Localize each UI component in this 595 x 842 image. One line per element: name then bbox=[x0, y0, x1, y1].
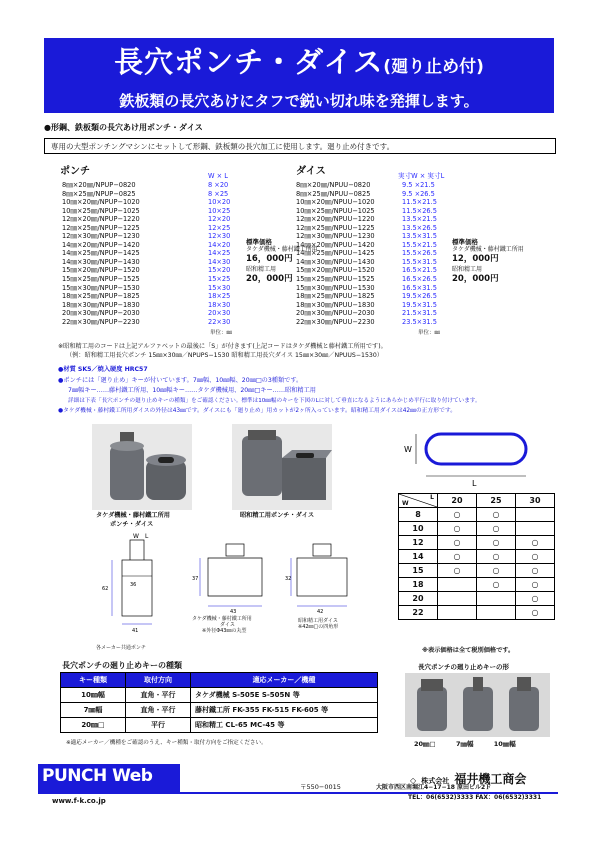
key-maker: 昭和精工 CL-65 MC-45 等 bbox=[191, 718, 378, 733]
grid-cell: ○ bbox=[438, 550, 477, 564]
footer-tel: TEL：06(6532)3333 FAX：06(6532)3331 bbox=[408, 794, 542, 801]
key-type: 10㎜幅 bbox=[61, 688, 126, 703]
grid-cell bbox=[438, 606, 477, 620]
key-table-heading: 長穴ポンチの廻り止めキーの種類 bbox=[62, 661, 182, 670]
grid-row-label: 12 bbox=[399, 536, 438, 550]
grid-row-label: 20 bbox=[399, 592, 438, 606]
punch-dim-row: 20×30 bbox=[208, 309, 231, 318]
key-direction: 平行 bbox=[126, 718, 191, 733]
grid-col-30: 30 bbox=[516, 494, 555, 508]
punch-code-row: 15㎜×20㎜/NPUP−1520 bbox=[62, 266, 140, 275]
svg-text:32: 32 bbox=[285, 576, 292, 582]
grid-cell: ○ bbox=[477, 564, 516, 578]
die-dim-row: 13.5×31.5 bbox=[402, 232, 437, 241]
die-price-block bbox=[452, 238, 524, 284]
die-dim-list bbox=[402, 181, 437, 326]
photo2-caption: 昭和精工用ポンチ・ダイス bbox=[240, 512, 315, 519]
punch-code-row: 12㎜×25㎜/NPUP−1225 bbox=[62, 223, 140, 232]
key-label-20: 20㎜□ bbox=[414, 740, 436, 748]
note-key-types: 7㎜幅キー……藤村鐵工所用、10㎜幅キー……タケダ機械用、20㎜□キー……昭和精工用 bbox=[68, 387, 316, 394]
key-direction: 直角・平行 bbox=[126, 688, 191, 703]
grid-cell bbox=[438, 578, 477, 592]
key-direction: 直角・平行 bbox=[126, 703, 191, 718]
die-code-row: 12㎜×20㎜/NPUU−1220 bbox=[296, 215, 375, 224]
punch-code-row: 18㎜×30㎜/NPUP−1830 bbox=[62, 300, 140, 309]
takeda-die-caption-3: ※外径Φ43㎜の丸型 bbox=[202, 628, 247, 634]
die-code-row: 15㎜×20㎜/NPUU−1520 bbox=[296, 266, 375, 275]
die-dim-row: 9.5 ×26.5 bbox=[402, 189, 435, 198]
punch-code-row: 15㎜×25㎜/NPUP−1525 bbox=[62, 275, 140, 284]
die-maker2: 昭和精工用 bbox=[452, 266, 483, 273]
punch-code-row: 8㎜×25㎜/NPUP−0825 bbox=[62, 189, 136, 198]
die-code-row: 12㎜×25㎜/NPUU−1225 bbox=[296, 223, 375, 232]
key-label-10: 10㎜幅 bbox=[493, 740, 516, 748]
punch-dim-row: 14×20 bbox=[208, 240, 231, 249]
punch-dim-row: 10×25 bbox=[208, 206, 231, 215]
note-key-detail: 詳細は下表「長穴ポンチの廻り止めキーの種類」をご確認ください。標準は10㎜幅のキーを下図のLに対して垂直になるようにあらかじめ平行に取り付けています。 bbox=[68, 398, 481, 404]
showa-die-drawing bbox=[285, 540, 365, 615]
grid-cell: ○ bbox=[516, 550, 555, 564]
punch-drawing bbox=[92, 530, 182, 645]
grid-cell: ○ bbox=[516, 536, 555, 550]
die-code-row: 22㎜×30㎜/NPUU−2230 bbox=[296, 317, 375, 326]
punch-dim-row: 15×20 bbox=[208, 266, 231, 275]
takeda-die-caption bbox=[192, 616, 252, 634]
punch-dim-row: 15×30 bbox=[208, 283, 231, 292]
note-key: ●ポンチには「廻り止め」キーが付いています。7㎜幅、10㎜幅、20㎜□の3種類です。 bbox=[58, 377, 303, 384]
takeda-die-drawing bbox=[190, 540, 280, 615]
die-dim-row: 16.5×21.5 bbox=[402, 266, 437, 275]
grid-cell: ○ bbox=[438, 536, 477, 550]
die-heading: ダイス bbox=[296, 166, 326, 177]
die-code-row: 8㎜×25㎜/NPUU−0825 bbox=[296, 189, 371, 198]
svg-text:36: 36 bbox=[130, 582, 137, 588]
die-dim-row: 15.5×31.5 bbox=[402, 257, 437, 266]
punch-dim-row: 12×30 bbox=[208, 232, 231, 241]
punch-code-row: 12㎜×20㎜/NPUP−1220 bbox=[62, 215, 140, 224]
footer-postal: 〒550−0015 bbox=[300, 783, 341, 791]
svg-text:37: 37 bbox=[192, 576, 199, 582]
punch-dim-row: 18×25 bbox=[208, 292, 231, 301]
page-subtitle: 鉄板類の長穴あけにタフで鋭い切れ味を発揮します。 bbox=[44, 90, 554, 113]
punch-code-row: 10㎜×25㎜/NPUP−1025 bbox=[62, 206, 140, 215]
grid-w-label: W bbox=[402, 500, 409, 507]
grid-cell: ○ bbox=[477, 578, 516, 592]
company-logo-mark: ◇ bbox=[410, 776, 417, 785]
die-price1: 12，000円 bbox=[452, 254, 499, 264]
grid-col-20: 20 bbox=[438, 494, 477, 508]
punch-dim-row: 14×25 bbox=[208, 249, 231, 258]
punch-unit: 単位：㎜ bbox=[210, 330, 233, 336]
die-dim-row: 19.5×31.5 bbox=[402, 300, 437, 309]
availability-note: ※表示価格は全て税別価格です。 bbox=[422, 647, 515, 654]
die-dim-row: 16.5×31.5 bbox=[402, 283, 437, 292]
key-header-type: キー種類 bbox=[61, 673, 126, 688]
punch-code-row: 15㎜×30㎜/NPUP−1530 bbox=[62, 283, 140, 292]
punch-dim-row: 12×20 bbox=[208, 215, 231, 224]
showa-die-caption bbox=[298, 618, 338, 630]
die-price2: 20，000円 bbox=[452, 274, 499, 284]
note-material: ●材質 SK5／焼入硬度 HRC57 bbox=[58, 366, 148, 373]
die-dim-row: 11.5×26.5 bbox=[402, 206, 437, 215]
punch-code-row: 22㎜×30㎜/NPUP−2230 bbox=[62, 317, 140, 326]
punch-dim-list bbox=[208, 181, 230, 326]
grid-cell: ○ bbox=[516, 564, 555, 578]
note-code-suffix: ※昭和精工用のコードは上記アルファベットの最後に「S」が付きます(上記コードはタケダ機械と藤村鐵工所用です)。 bbox=[58, 343, 387, 350]
punch-code-row: 14㎜×25㎜/NPUP−1425 bbox=[62, 249, 140, 258]
grid-row-label: 15 bbox=[399, 564, 438, 578]
svg-text:41: 41 bbox=[132, 628, 139, 634]
key-maker: タケダ機械 S-505E S-505N 等 bbox=[191, 688, 378, 703]
die-code-list bbox=[296, 181, 375, 326]
key-header-direction: 取付方向 bbox=[126, 673, 191, 688]
grid-row-label: 14 bbox=[399, 550, 438, 564]
punch-code-list bbox=[62, 181, 140, 326]
die-dim-row: 15.5×21.5 bbox=[402, 240, 437, 249]
photo1-caption-line2: ポンチ・ダイス bbox=[110, 521, 154, 528]
grid-cell: ○ bbox=[516, 578, 555, 592]
punch-web-logo[interactable]: PUNCH Web bbox=[42, 766, 153, 786]
grid-cell bbox=[516, 508, 555, 522]
takeda-die-caption-2: ダイス bbox=[220, 622, 235, 628]
note-example: （例：昭和精工用長穴ポンチ 15㎜×30㎜／NPUPS−1530 昭和精工用長穴ダイス 15㎜×30㎜／NPUUS−1530） bbox=[66, 352, 383, 359]
slot-w-label: W bbox=[404, 445, 412, 454]
intro-box: 専用の大型ポンチングマシンにセットして形鋼、鉄板類の長穴加工に使用します。廻り止め付きです。 bbox=[44, 138, 556, 154]
punch-dim-row: 8 ×20 bbox=[208, 181, 229, 189]
key-types-photo bbox=[405, 673, 550, 737]
punch-price-label: 標準価格 bbox=[246, 238, 272, 246]
die-dim-row: 9.5 ×21.5 bbox=[402, 181, 435, 189]
note-die-diameter: ●タケダ機械・藤村鐵工所用ダイスの外径は43㎜です。ダイスにも「廻り止め」用カットが2ヶ所入っています。昭和精工用ダイスは42㎜の正方形です。 bbox=[58, 408, 457, 414]
die-dim-row: 21.5×31.5 bbox=[402, 309, 437, 318]
punch-dim-row: 14×30 bbox=[208, 257, 231, 266]
slot-l-label: L bbox=[472, 479, 477, 488]
die-code-row: 15㎜×25㎜/NPUU−1525 bbox=[296, 275, 375, 284]
grid-cell: ○ bbox=[516, 592, 555, 606]
svg-text:43: 43 bbox=[230, 609, 237, 615]
company-prefix: 株式会社 bbox=[421, 777, 450, 785]
grid-corner bbox=[399, 494, 438, 508]
grid-cell bbox=[516, 522, 555, 536]
key-type: 20㎜□ bbox=[61, 718, 126, 733]
punch-dim-row: 10×20 bbox=[208, 198, 231, 207]
showa-punch-die-photo bbox=[232, 424, 332, 510]
svg-text:W: W bbox=[133, 533, 139, 540]
showa-die-caption-1: 昭和精工用ダイス bbox=[298, 618, 338, 624]
punch-heading: ポンチ bbox=[60, 166, 90, 177]
die-dim-row: 19.5×26.5 bbox=[402, 292, 437, 301]
grid-cell: ○ bbox=[477, 522, 516, 536]
punch-dim-row: 15×25 bbox=[208, 275, 231, 284]
section-heading: ●形鋼、鉄板類の長穴あけ用ポンチ・ダイス bbox=[44, 123, 203, 132]
key-maker: 藤村鐵工所 FK-355 FK-515 FK-605 等 bbox=[191, 703, 378, 718]
die-dim-row: 16.5×26.5 bbox=[402, 275, 437, 284]
svg-text:62: 62 bbox=[102, 586, 109, 592]
showa-die-caption-2: ※42㎜□の四角形 bbox=[298, 624, 339, 630]
title-suffix: (廻り止め付) bbox=[383, 57, 484, 77]
page-title: 長穴ポンチ・ダイス(廻り止め付) bbox=[114, 45, 484, 79]
punch-code-row: 14㎜×30㎜/NPUP−1430 bbox=[62, 257, 140, 266]
die-code-row: 20㎜×30㎜/NPUU−2030 bbox=[296, 309, 375, 318]
key-photo-labels bbox=[414, 739, 516, 748]
grid-cell: ○ bbox=[477, 536, 516, 550]
punch-code-row: 20㎜×30㎜/NPUP−2030 bbox=[62, 309, 140, 318]
punch-dim-row: 8 ×25 bbox=[208, 189, 229, 198]
punch-dim-row: 18×30 bbox=[208, 300, 231, 309]
die-code-row: 14㎜×25㎜/NPUU−1425 bbox=[296, 249, 375, 258]
grid-cell: ○ bbox=[516, 606, 555, 620]
company-name: 福井機工商会 bbox=[454, 772, 527, 786]
footer-url[interactable]: www.f-k.co.jp bbox=[52, 797, 106, 805]
die-code-row: 14㎜×30㎜/NPUU−1430 bbox=[296, 257, 375, 266]
punch-code-row: 14㎜×20㎜/NPUP−1420 bbox=[62, 240, 140, 249]
punch-maker1: タケダ機械・藤村鐵工所用 bbox=[246, 246, 318, 253]
punch-drawing-caption: 各メーカー共通ポンチ bbox=[96, 645, 146, 651]
punch-code-row: 12㎜×30㎜/NPUP−1230 bbox=[62, 232, 140, 241]
die-code-row: 8㎜×20㎜/NPUU−0820 bbox=[296, 181, 371, 189]
punch-code-row: 18㎜×25㎜/NPUP−1825 bbox=[62, 292, 140, 301]
die-code-row: 14㎜×20㎜/NPUU−1420 bbox=[296, 240, 375, 249]
grid-cell bbox=[477, 592, 516, 606]
die-code-row: 12㎜×30㎜/NPUU−1230 bbox=[296, 232, 375, 241]
grid-l-label: L bbox=[430, 494, 434, 501]
punch-col-header: W × L bbox=[208, 172, 228, 180]
grid-cell: ○ bbox=[477, 550, 516, 564]
punch-dim-row: 22×30 bbox=[208, 317, 231, 326]
takeda-die-caption-1: タケダ機械・藤村鐵工所用 bbox=[192, 616, 252, 622]
key-table-note: ※適応メーカー／機種をご確認のうえ、キー種類・取付方向をご指定ください。 bbox=[66, 740, 267, 746]
die-dim-row: 13.5×26.5 bbox=[402, 223, 437, 232]
grid-row-label: 18 bbox=[399, 578, 438, 592]
svg-text:L: L bbox=[145, 533, 149, 540]
punch-code-row: 8㎜×20㎜/NPUP−0820 bbox=[62, 181, 136, 189]
punch-dim-row: 12×25 bbox=[208, 223, 231, 232]
die-unit: 単位：㎜ bbox=[418, 330, 441, 336]
die-code-row: 15㎜×30㎜/NPUU−1530 bbox=[296, 283, 375, 292]
key-photo-heading: 長穴ポンチの廻り止めキーの形 bbox=[418, 663, 509, 671]
die-code-row: 10㎜×20㎜/NPUU−1020 bbox=[296, 198, 375, 207]
key-header-maker: 適応メーカー／機種 bbox=[191, 673, 378, 688]
grid-cell bbox=[438, 592, 477, 606]
photo1-caption-line1: タケダ機械・藤村鐵工所用 bbox=[96, 512, 170, 519]
die-maker1: タケダ機械・藤村鐵工所用 bbox=[452, 246, 524, 253]
grid-cell: ○ bbox=[438, 508, 477, 522]
punch-price1: 16，000円 bbox=[246, 254, 293, 264]
grid-cell: ○ bbox=[477, 508, 516, 522]
die-code-row: 18㎜×30㎜/NPUU−1830 bbox=[296, 300, 375, 309]
die-dim-row: 11.5×21.5 bbox=[402, 198, 437, 207]
grid-row-label: 8 bbox=[399, 508, 438, 522]
slot-shape-diagram bbox=[398, 420, 548, 490]
key-label-7: 7㎜幅 bbox=[455, 740, 474, 748]
grid-col-25: 25 bbox=[477, 494, 516, 508]
grid-row-label: 22 bbox=[399, 606, 438, 620]
die-code-row: 18㎜×25㎜/NPUU−1825 bbox=[296, 292, 375, 301]
grid-row-label: 10 bbox=[399, 522, 438, 536]
grid-cell bbox=[477, 606, 516, 620]
punch-code-row: 10㎜×20㎜/NPUP−1020 bbox=[62, 198, 140, 207]
die-code-row: 10㎜×25㎜/NPUU−1025 bbox=[296, 206, 375, 215]
key-type: 7㎜幅 bbox=[61, 703, 126, 718]
grid-cell: ○ bbox=[438, 522, 477, 536]
die-col-header: 実寸W × 実寸L bbox=[398, 172, 445, 180]
die-dim-row: 23.5×31.5 bbox=[402, 317, 437, 326]
die-dim-row: 13.5×21.5 bbox=[402, 215, 437, 224]
die-dim-row: 15.5×26.5 bbox=[402, 249, 437, 258]
svg-text:42: 42 bbox=[317, 609, 324, 615]
availability-table bbox=[398, 493, 555, 620]
takeda-punch-die-photo bbox=[92, 424, 192, 510]
grid-cell: ○ bbox=[438, 564, 477, 578]
key-table bbox=[60, 672, 378, 733]
footer-address: 大阪市西区南堀江4−17−18 原田ビル2Ｆ bbox=[376, 784, 492, 791]
punch-price2: 20，000円 bbox=[246, 274, 293, 284]
punch-maker2: 昭和精工用 bbox=[246, 266, 277, 273]
die-price-label: 標準価格 bbox=[452, 238, 478, 246]
